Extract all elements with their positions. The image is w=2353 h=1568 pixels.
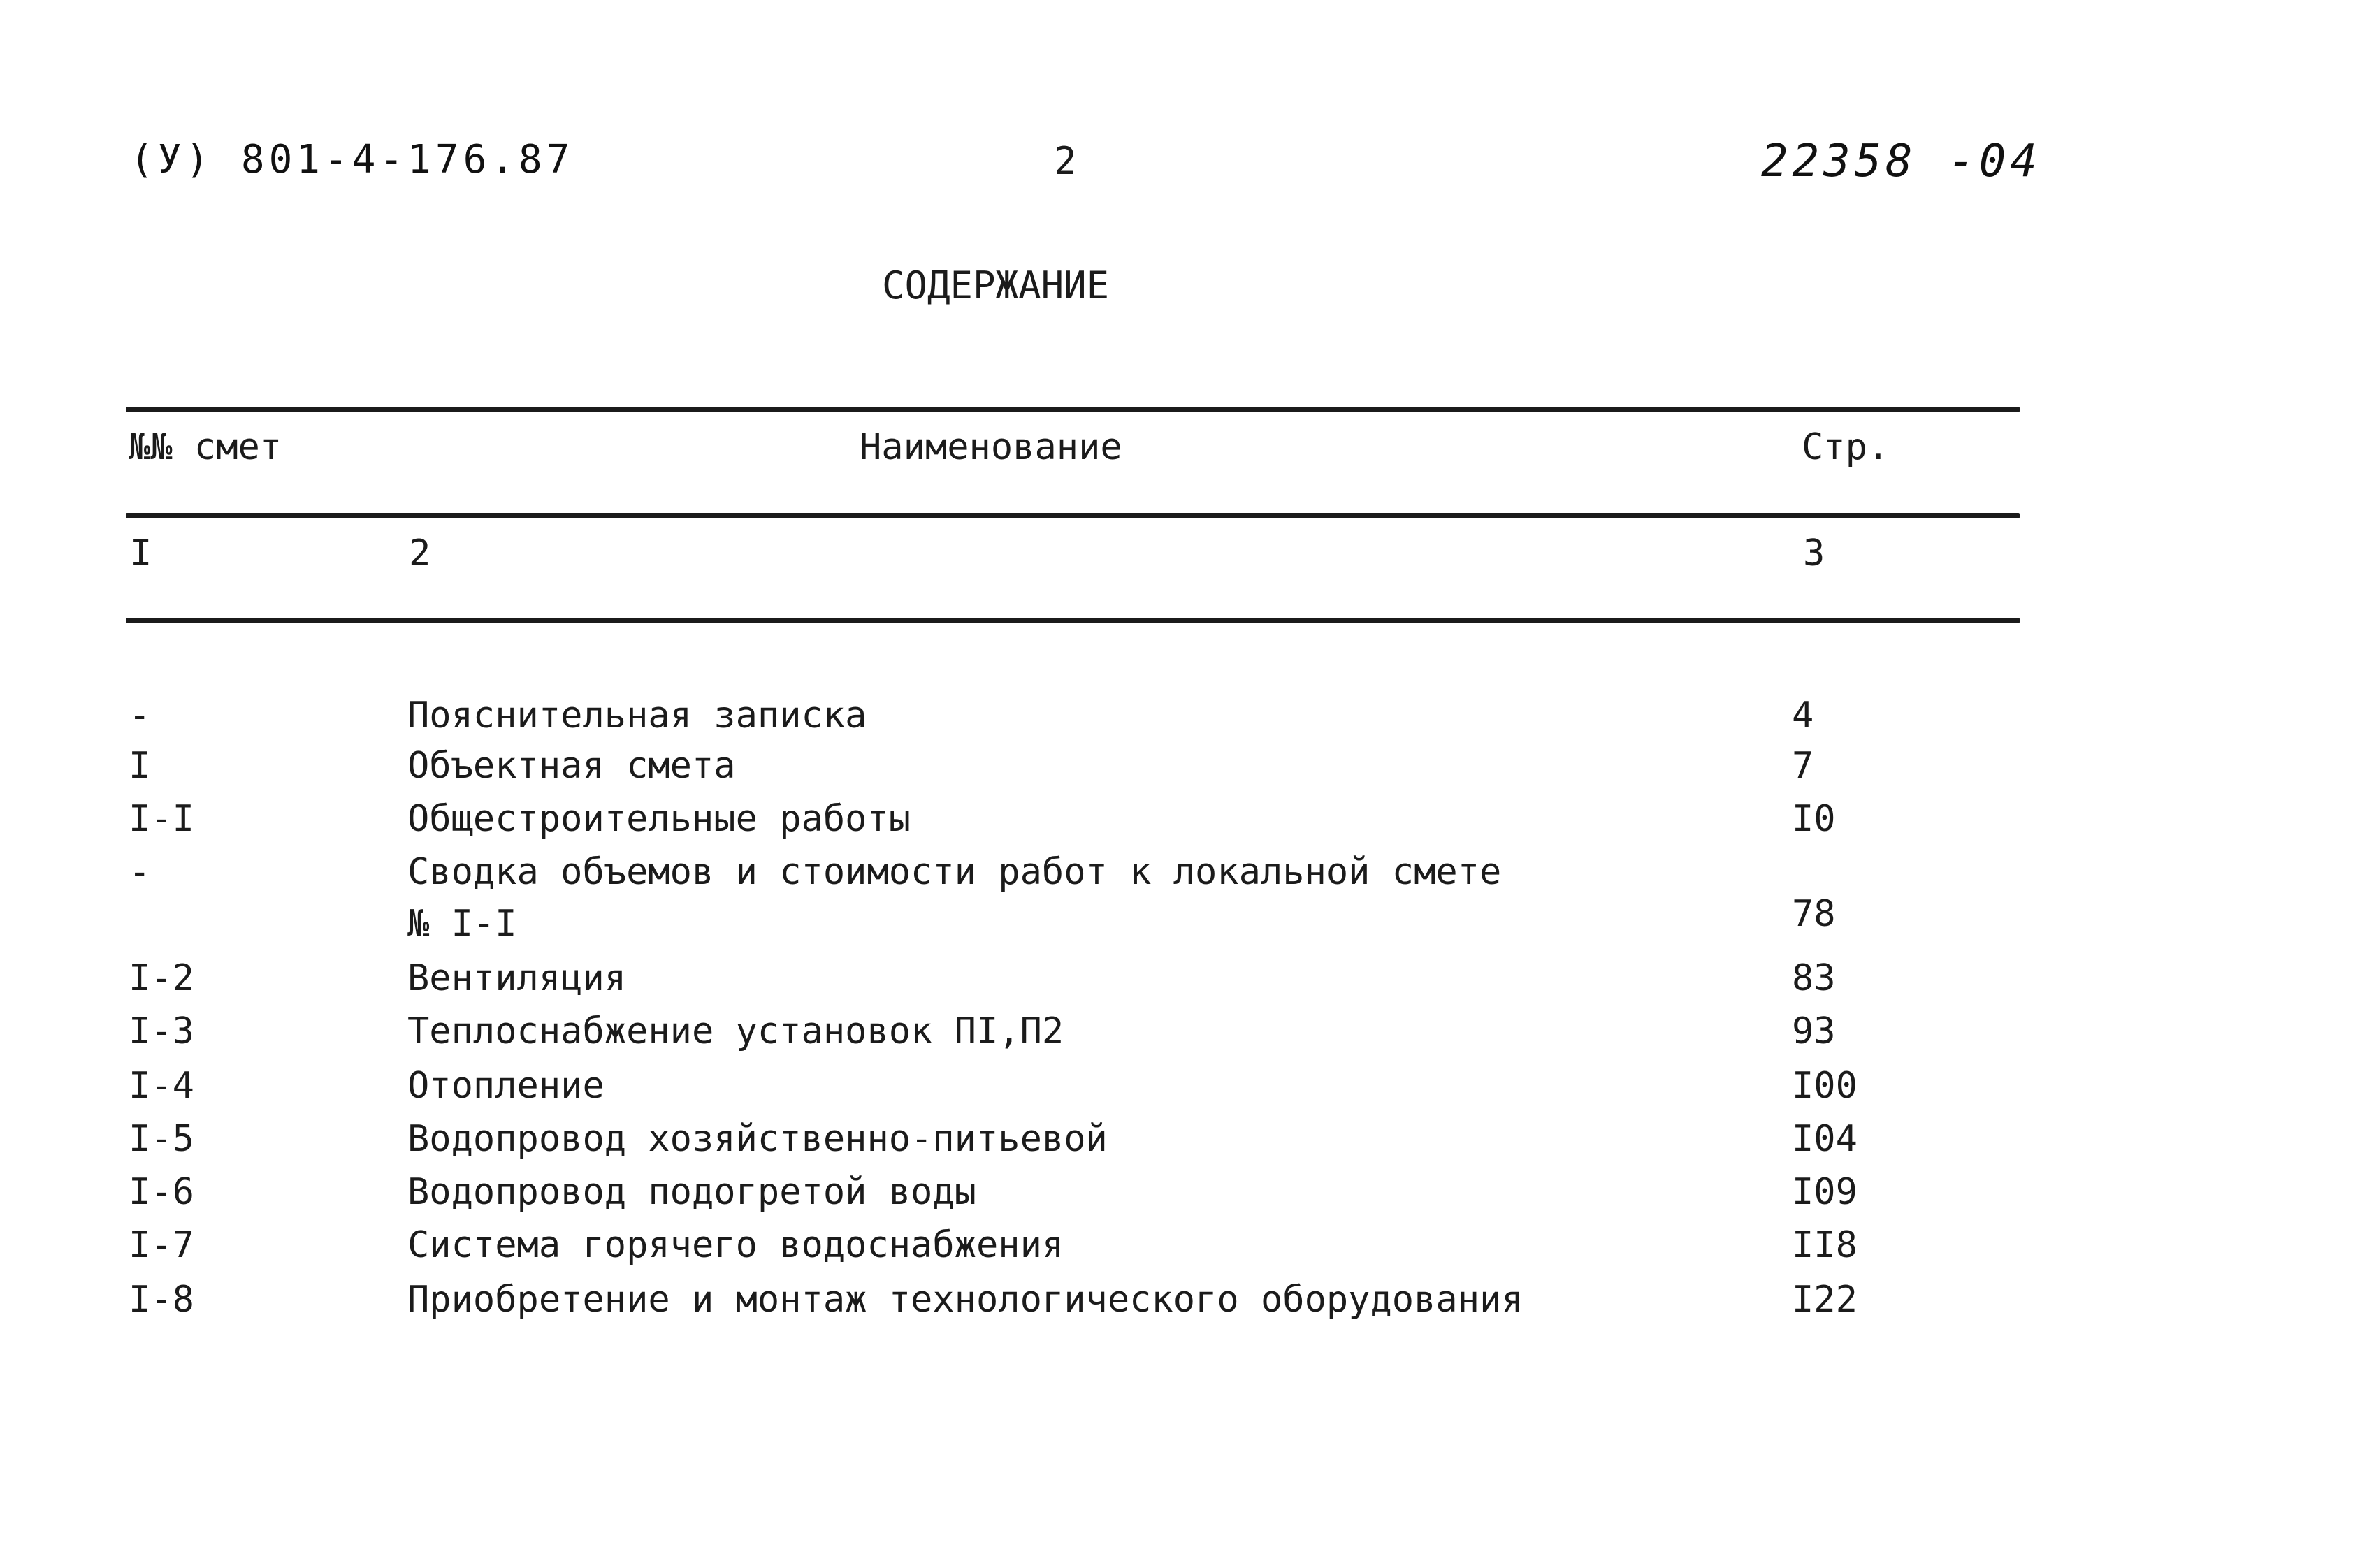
row-name: Водопровод хозяйственно-питьевой (407, 1118, 1108, 1160)
row-name: Приобретение и монтаж технологического оборудования (407, 1279, 1523, 1321)
row-page: 78 (1792, 893, 1836, 935)
row-page: 7 (1792, 745, 1814, 787)
column-number-2: 2 (409, 532, 431, 574)
row-estimate-no: I-4 (129, 1065, 194, 1107)
row-page: II8 (1792, 1224, 1858, 1266)
table-row (0, 1065, 2353, 1114)
document-code: (У) 801-4-176.87 (130, 137, 574, 182)
row-name: Отопление (407, 1065, 604, 1107)
row-estimate-no: - (129, 695, 151, 736)
row-estimate-no: I-I (129, 798, 194, 840)
row-name: Пояснительная записка (407, 695, 867, 736)
row-name: Система горячего водоснабжения (407, 1224, 1064, 1266)
page-number: 2 (1054, 139, 1077, 183)
row-estimate-no: I-2 (129, 957, 194, 999)
table-header-rule (126, 513, 2020, 518)
sheet-code: 22358 -04 (1761, 136, 2041, 187)
column-number-3: 3 (1803, 532, 1825, 574)
row-page: 4 (1792, 695, 1814, 736)
table-row (0, 957, 2353, 1006)
table-top-rule (126, 407, 2020, 412)
table-row (0, 745, 2353, 794)
row-name: Вентиляция (407, 957, 627, 999)
table-row (0, 1010, 2353, 1059)
table-row (0, 1224, 2353, 1273)
table-row (0, 695, 2353, 743)
row-page: 93 (1792, 1010, 1836, 1052)
row-name: Теплоснабжение установок ПI,П2 (407, 1010, 1064, 1052)
row-estimate-no: I-3 (129, 1010, 194, 1052)
document-title: СОДЕРЖАНИЕ (882, 263, 1110, 307)
column-number-1: I (130, 532, 152, 574)
column-header-estimate-no: №№ смет (129, 426, 282, 468)
row-name: Сводка объемов и стоимости работ к локальной смете (407, 851, 1502, 893)
table-row (0, 1279, 2353, 1328)
column-header-page: Стр. (1802, 426, 1890, 468)
table-row (0, 1171, 2353, 1220)
row-page: I00 (1792, 1065, 1858, 1107)
row-estimate-no: I-8 (129, 1279, 194, 1321)
row-estimate-no: I (129, 745, 151, 787)
row-name: Водопровод подогретой воды (407, 1171, 976, 1213)
row-page: I09 (1792, 1171, 1858, 1213)
row-page: 83 (1792, 957, 1836, 999)
row-name-continuation: № I-I (407, 903, 517, 945)
table-row (0, 851, 2353, 956)
row-page: I04 (1792, 1118, 1858, 1160)
table-row (0, 798, 2353, 847)
row-name: Объектная смета (407, 745, 736, 787)
row-estimate-no: - (129, 851, 151, 893)
row-name: Общестроительные работы (407, 798, 911, 840)
column-header-name: Наименование (860, 426, 1122, 468)
row-page: I0 (1792, 798, 1836, 840)
row-estimate-no: I-7 (129, 1224, 194, 1266)
row-page: I22 (1792, 1279, 1858, 1321)
row-estimate-no: I-5 (129, 1118, 194, 1160)
table-body-rule (126, 618, 2020, 623)
table-row (0, 1118, 2353, 1167)
row-estimate-no: I-6 (129, 1171, 194, 1213)
